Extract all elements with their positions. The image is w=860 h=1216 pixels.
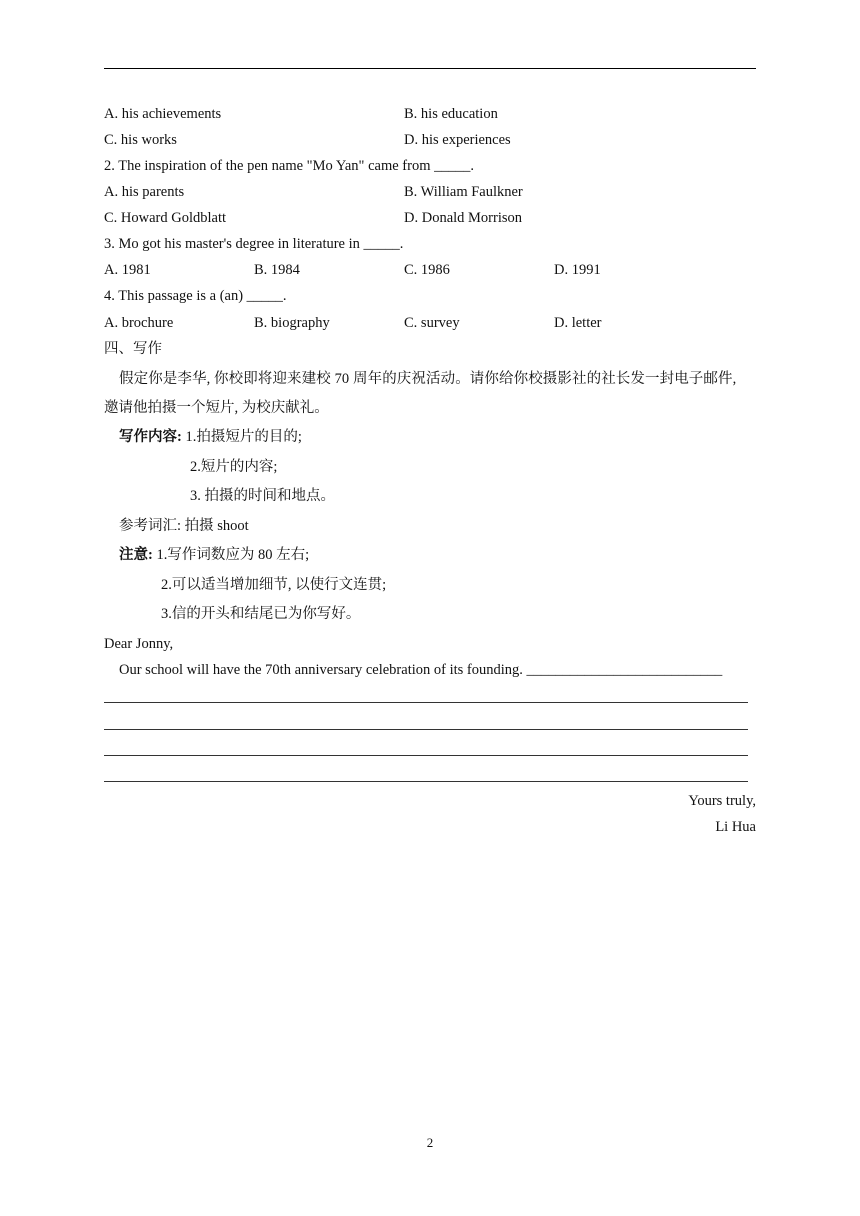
content-item-1: 1.拍摄短片的目的; bbox=[181, 429, 302, 445]
q1-option-a: A. his achievements bbox=[104, 106, 222, 122]
vocab-reference: 参考词汇: 拍摄 shoot bbox=[119, 518, 249, 534]
q3-stem: 3. Mo got his master's degree in literature in _____. bbox=[104, 236, 404, 252]
note-2: 2.可以适当增加细节, 以使行文连贯; bbox=[161, 577, 387, 593]
prompt-line-2: 邀请他拍摄一个短片, 为校庆献礼。 bbox=[104, 400, 329, 416]
q2-option-d: D. Donald Morrison bbox=[404, 210, 523, 226]
header-rule bbox=[104, 68, 756, 69]
notes bbox=[119, 548, 309, 563]
prompt-line-1: 假定你是李华, 你校即将迎来建校 70 周年的庆祝活动。请你给你校摄影社的社长发一封电子邮件, bbox=[119, 371, 737, 387]
page-number: 2 bbox=[426, 1135, 434, 1150]
q1-option-c: C. his works bbox=[104, 132, 177, 148]
section-title: 四、写作 bbox=[104, 341, 162, 357]
q1-option-b: B. his education bbox=[404, 106, 498, 122]
q4-stem: 4. This passage is a (an) _____. bbox=[104, 288, 287, 304]
content-label: 写作内容: bbox=[119, 429, 182, 445]
answer-line bbox=[104, 781, 748, 782]
q1-option-d: D. his experiences bbox=[404, 132, 511, 148]
q2-option-c: C. Howard Goldblatt bbox=[104, 210, 227, 226]
q3-option-c: C. 1986 bbox=[404, 262, 450, 278]
answer-line bbox=[104, 729, 748, 730]
letter-signature: Li Hua bbox=[715, 819, 756, 835]
note-1: 1.写作词数应为 80 左右; bbox=[152, 547, 310, 563]
content-item-3: 3. 拍摄的时间和地点。 bbox=[190, 488, 335, 504]
note-3: 3.信的开头和结尾已为你写好。 bbox=[161, 606, 361, 622]
q4-option-b: B. biography bbox=[254, 315, 330, 331]
answer-line bbox=[104, 755, 748, 756]
q2-option-b: B. William Faulkner bbox=[404, 184, 523, 200]
q3-option-d: D. 1991 bbox=[554, 262, 601, 278]
q3-option-b: B. 1984 bbox=[254, 262, 300, 278]
q2-stem: 2. The inspiration of the pen name "Mo Yan" came from _____. bbox=[104, 158, 474, 174]
letter-closing: Yours truly, bbox=[688, 793, 756, 809]
q3-option-a: A. 1981 bbox=[104, 262, 151, 278]
q4-option-c: C. survey bbox=[404, 315, 460, 331]
letter-salutation: Dear Jonny, bbox=[104, 636, 174, 652]
notes-label: 注意: bbox=[119, 547, 153, 563]
answer-line bbox=[104, 702, 748, 703]
q2-option-a: A. his parents bbox=[104, 184, 185, 200]
letter-opening: Our school will have the 70th anniversary celebration of its founding. ___________________________ bbox=[119, 662, 723, 678]
content-requirements bbox=[119, 430, 302, 445]
q4-option-a: A. brochure bbox=[104, 315, 174, 331]
content-item-2: 2.短片的内容; bbox=[190, 459, 278, 475]
q4-option-d: D. letter bbox=[554, 315, 602, 331]
